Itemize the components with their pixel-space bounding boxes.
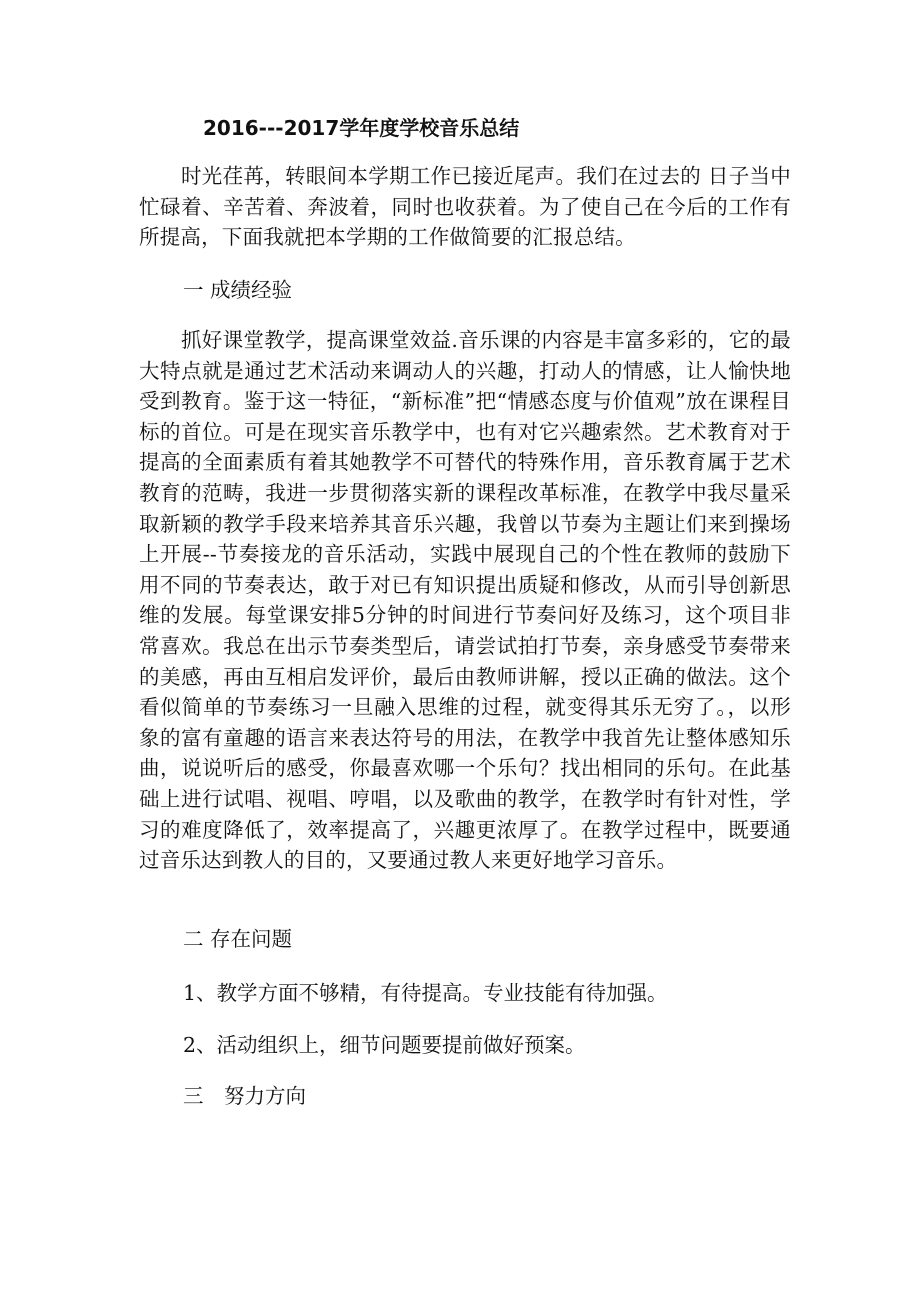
achievements-paragraph: 抓好课堂教学，提高课堂效益.音乐课的内容是丰富多彩的，它的最大特点就是通过艺术活动来调动人的兴趣，打动人的情感，让人愉快地受到教育。鉴于这一特征，“新标准”把“情感态度与价值观”放在课程目标的首位。可是在现实音乐教学中，也有对它兴趣索然。艺术教育对于提高的全面素质有着其她教学不可替代的特殊作用，音乐教育属于艺术教育的范畴，我进一步贯彻落实新的课程改革标准，在教学中我尽量采取新颖的教学手段来培养其音乐兴趣，我曾以节奏为主题让们来到操场上开展--节奏接龙的音乐活动，实践中展现自己的个性在教师的鼓励下用不同的节奏表达，敢于对已有知识提出质疑和修改，从而引导创新思维的发展。每堂课安排5分钟的时间进行节奏问好及练习，这个项目非常喜欢。我总在出示节奏类型后，请尝试拍打节奏，亲身感受节奏带来的美感，再由互相启发评价，最后由教师讲解，授以正确的做法。这个看似简单的节奏练习一旦融入思维的过程，就变得其乐无穷了。，以形象的富有童趣的语言来表达符号的用法，在教学中我首先让整体感知乐曲，说说听后的感受，你最喜欢哪一个乐句？找出相同的乐句。在此基础上进行试唱、视唱、哼唱，以及歌曲的教学，在教学时有针对性，学习的难度降低了，效率提高了，兴趣更浓厚了。在教学过程中，既要通过音乐达到教人的目的，又要通过教人来更好地学习音乐。 [139, 328, 791, 873]
problem-item-1: 1、教学方面不够精，有待提高。专业技能有待加强。 [183, 981, 668, 1005]
section-heading-achievements: 一 成绩经验 [183, 278, 293, 302]
problem-item-2: 2、活动组织上，细节问题要提前做好预案。 [183, 1033, 586, 1057]
section-heading-problems: 二 存在问题 [183, 927, 293, 951]
intro-paragraph: 时光荏苒，转眼间本学期工作已接近尾声。我们在过去的 日子当中忙碌着、辛苦着、奔波着，同时也收获着。为了使自己在今后的工作有所提高，下面我就把本学期的工作做简要的汇报总结。 [139, 164, 791, 250]
document-title: 2016---2017学年度学校音乐总结 [203, 116, 520, 140]
section-heading-direction: 三 努力方向 [183, 1084, 306, 1108]
